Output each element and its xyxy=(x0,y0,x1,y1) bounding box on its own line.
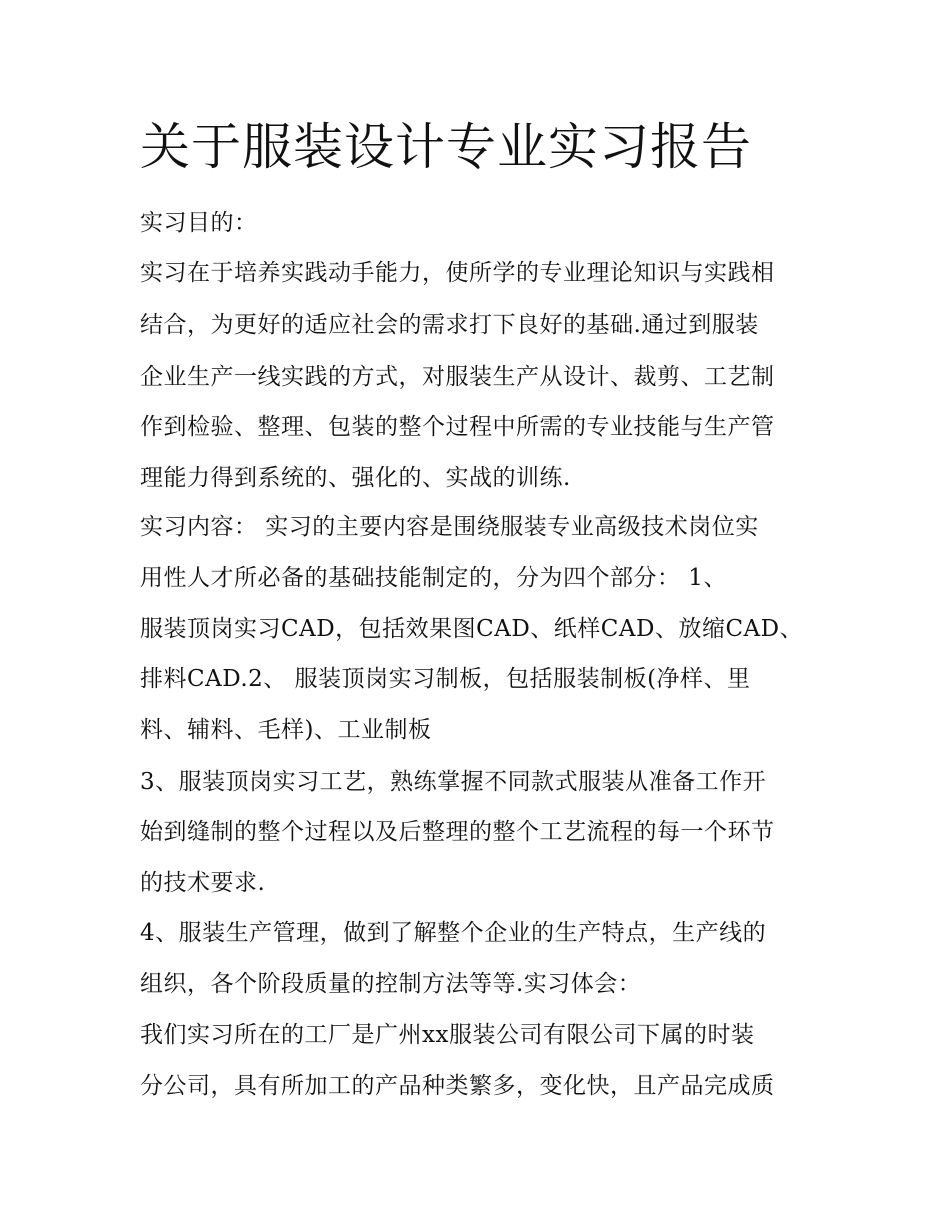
text-line: 我们实习所在的工厂是广州xx服装公司有限公司下属的时装 xyxy=(140,1022,755,1048)
text-line: 服装顶岗实习CAD，包括效果图CAD、纸样CAD、放缩CAD、 xyxy=(140,616,804,642)
text-line: 理能力得到系统的、强化的、实战的训练. xyxy=(140,465,571,491)
text-line: 3、服装顶岗实习工艺，熟练掌握不同款式服装从准备工作开 xyxy=(140,769,767,795)
text-line: 分公司，具有所加工的产品种类繁多，变化快，且产品完成质 xyxy=(140,1073,775,1099)
text-line: 实习内容： 实习的主要内容是围绕服装专业高级技术岗位实 xyxy=(140,514,759,540)
text-line: 作到检验、整理、包装的整个过程中所需的专业技能与生产管 xyxy=(140,414,775,440)
text-line: 用性人才所必备的基础技能制定的，分为四个部分： 1、 xyxy=(140,565,727,591)
text-line: 始到缝制的整个过程以及后整理的整个工艺流程的每一个环节 xyxy=(140,819,775,845)
text-line: 企业生产一线实践的方式，对服装生产从设计、裁剪、工艺制 xyxy=(140,364,775,390)
text-line: 结合，为更好的适应社会的需求打下良好的基础.通过到服装 xyxy=(140,312,759,338)
text-line: 料、辅料、毛样)、工业制板 xyxy=(140,717,432,743)
text-line: 排料CAD.2、 服装顶岗实习制板，包括服装制板(净样、里 xyxy=(140,666,751,692)
document-title: 关于服装设计专业实习报告 xyxy=(140,118,752,176)
text-line: 4、服装生产管理，做到了解整个企业的生产特点，生产线的 xyxy=(140,920,767,946)
text-line: 组织，各个阶段质量的控制方法等等.实习体会： xyxy=(140,971,642,997)
text-line: 的技术要求. xyxy=(140,870,266,896)
text-line: 实习在于培养实践动手能力，使所学的专业理论知识与实践相 xyxy=(140,260,775,286)
text-line: 实习目的： xyxy=(140,210,258,236)
